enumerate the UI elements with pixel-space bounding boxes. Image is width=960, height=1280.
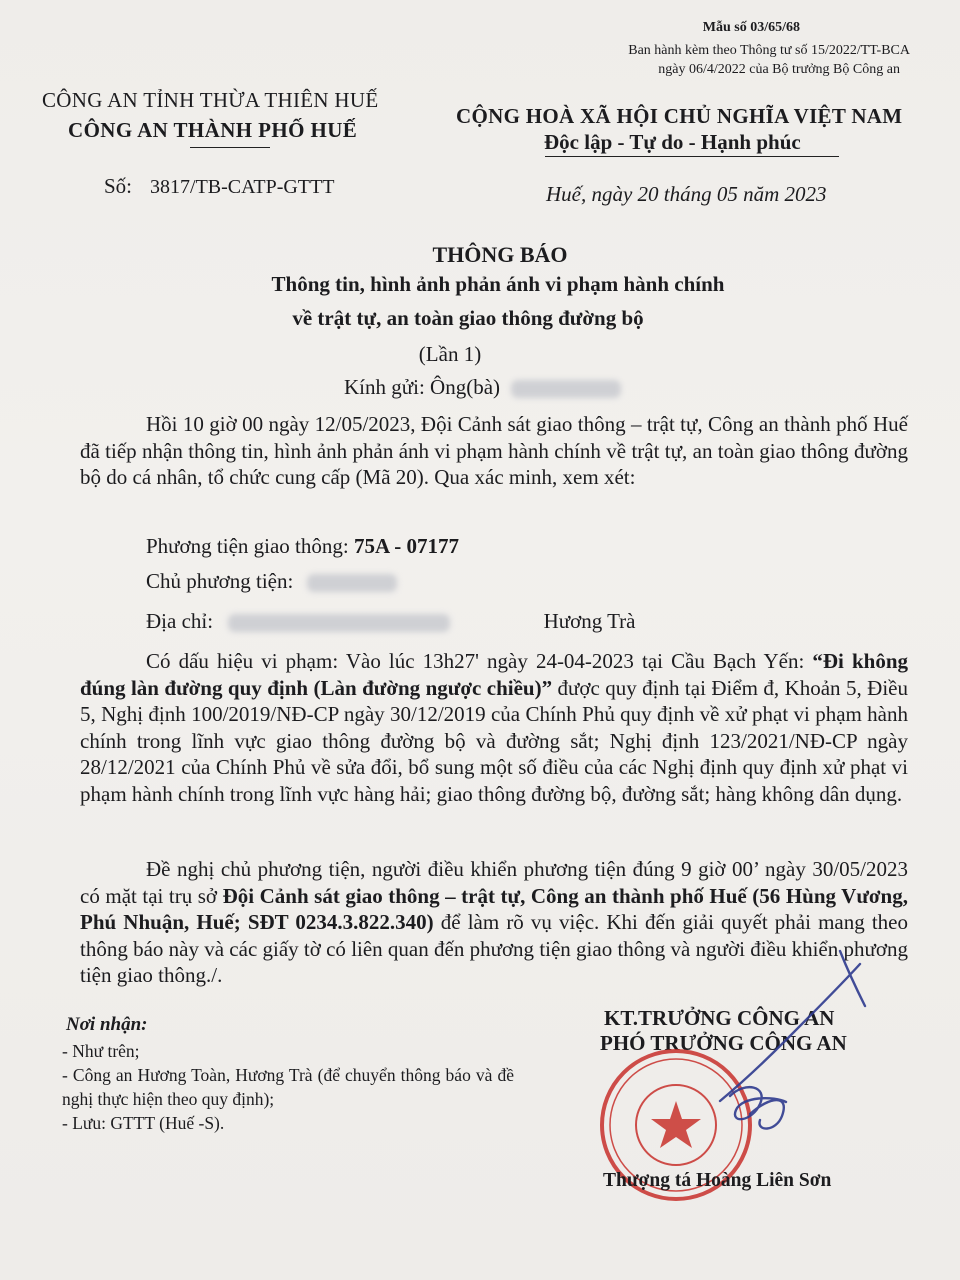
request-location: Đội Cảnh sát giao thông – trật tự, Công an thành phố Huế (56 Hùng Vương, Phú Nhuận, Huế; SĐT 0234.3.822.340) — [80, 883, 908, 934]
notice-count: (Lần 1) — [418, 342, 482, 366]
redacted-name — [511, 380, 621, 398]
paragraph-violation — [80, 648, 908, 807]
org-underline — [190, 147, 270, 148]
request-rest: để làm rõ vụ việc. Khi đến giải quyết phải mang theo thông báo này và các giấy tờ có liên quan đến phương tiện giao thông và người điều khiển phương tiện giao thông./. — [80, 910, 909, 987]
recipients-list — [62, 1039, 514, 1135]
violation-lead: Có dấu hiệu vi phạm: Vào lúc 13h27' ngày 24-04-2023 tại Cầu Bạch Yến: — [146, 649, 813, 673]
national-heading: CỘNG HOÀ XÃ HỘI CHỦ NGHĨA VIỆT NAM — [456, 104, 903, 128]
signer-title-line2: PHÓ TRƯỞNG CÔNG AN — [600, 1031, 847, 1055]
recipient-item: - Lưu: GTTT (Huế -S). — [62, 1113, 225, 1133]
paragraph-indent — [80, 649, 146, 673]
addressee-label: Kính gửi: Ông(bà) — [344, 375, 501, 399]
address-label: Địa chỉ: — [146, 609, 214, 633]
redacted-owner — [307, 574, 397, 592]
request-lead: Đề nghị chủ phương tiện, người điều khiển phương tiện đúng 9 giờ 00’ ngày 30/05/2023 có mặt tại trụ sở — [80, 857, 908, 908]
issuing-org-parent: CÔNG AN TỈNH THỪA THIÊN HUẾ — [42, 88, 379, 112]
paragraph-indent — [80, 857, 146, 881]
owner-label: Chủ phương tiện: — [146, 569, 294, 593]
document-number-value: 3817/TB-CATP-GTTT — [150, 176, 335, 198]
violation-description: “Đi không đúng làn đường quy định (Làn đường ngược chiều)” — [80, 649, 908, 700]
violation-legal-basis: được quy định tại Điểm đ, Khoản 5, Điều 5, Nghị định 100/2019/NĐ-CP ngày 30/12/2019 của Chính Phủ quy định về xử phạt vi phạm hành chính trong lĩnh vực giao thông đường bộ và đường sắt; Nghị định 123/2021/NĐ-CP ngày 28/12/2021 của Chính Phủ về sửa đổi, bổ sung một số điều của các Nghị định quy định xử phạt vi phạm hành chính trong lĩnh vực hàng hải; giao thông đường bộ, đường sắt; hàng không dân dụng. — [80, 675, 908, 806]
address-line — [146, 609, 636, 634]
issuing-org-name: CÔNG AN THÀNH PHỐ HUẾ — [68, 118, 358, 142]
document-subtitle-line2: về trật tự, an toàn giao thông đường bộ — [292, 306, 644, 330]
redacted-address — [228, 614, 450, 632]
form-number: Mẫu số 03/65/68 — [702, 20, 800, 35]
handwritten-signature — [690, 946, 920, 1146]
recipients-heading: Nơi nhận: — [66, 1014, 148, 1035]
form-reference-line1: Ban hành kèm theo Thông tư số 15/2022/TT-BCA — [628, 43, 910, 58]
vehicle-plate: 75A - 07177 — [353, 534, 459, 558]
form-reference — [628, 41, 910, 79]
motto-underline — [545, 156, 839, 157]
form-reference-line2: ngày 06/4/2022 của Bộ trưởng Bộ Công an — [658, 62, 900, 77]
signer-name: Thượng tá Hoàng Liên Sơn — [603, 1170, 832, 1191]
national-motto: Độc lập - Tự do - Hạnh phúc — [544, 130, 801, 154]
document-number — [104, 174, 334, 199]
owner-line — [146, 569, 397, 594]
document-subtitle-line1: Thông tin, hình ảnh phản ánh vi phạm hành chính — [271, 272, 725, 296]
addressee — [344, 375, 621, 400]
recipient-item: - Như trên; — [62, 1041, 140, 1061]
place-and-date: Huế, ngày 20 tháng 05 năm 2023 — [546, 182, 827, 206]
document-number-label: Số: — [104, 174, 133, 198]
signer-title-line1: KT.TRƯỞNG CÔNG AN — [604, 1006, 835, 1030]
recipient-item: - Công an Hương Toàn, Hương Trà (để chuyển thông báo và đề nghị thực hiện theo quy định); — [62, 1065, 514, 1109]
paragraph-receipt-text: Hồi 10 giờ 00 ngày 12/05/2023, Đội Cảnh sát giao thông – trật tự, Công an thành phố Huế đã tiếp nhận thông tin, hình ảnh phản ánh vi phạm hành chính về trật tự, an toàn giao thông đường bộ do cá nhân, tổ chức cung cấp (Mã 20). Qua xác minh, xem xét: — [80, 412, 908, 489]
vehicle-line — [146, 534, 459, 559]
vehicle-label: Phương tiện giao thông: — [146, 534, 354, 558]
address-value: Hương Trà — [543, 609, 636, 633]
paragraph-receipt — [80, 411, 908, 491]
paragraph-indent — [80, 412, 146, 436]
document-title: THÔNG BÁO — [432, 242, 568, 267]
